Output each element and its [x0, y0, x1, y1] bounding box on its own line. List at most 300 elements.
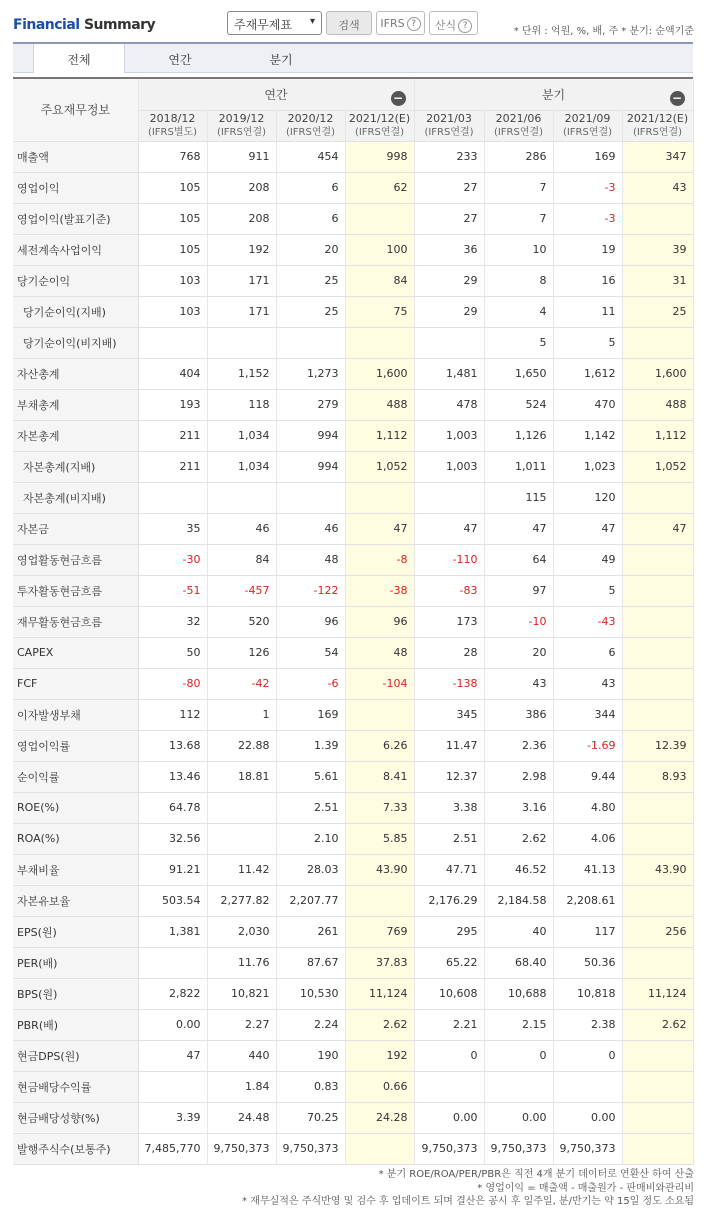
table-cell: 41.13: [553, 854, 622, 885]
table-cell: 96: [345, 606, 414, 637]
period-header: [207, 110, 276, 141]
table-cell: 6: [276, 203, 345, 234]
row-label: 당기순이익(비지배): [13, 327, 138, 358]
table-cell: 1,003: [414, 420, 484, 451]
table-cell: 43: [622, 172, 693, 203]
collapse-quarter-icon[interactable]: −: [670, 91, 685, 106]
table-cell: 2,208.61: [553, 885, 622, 916]
table-cell: 1,152: [207, 358, 276, 389]
formula-label: 산식: [434, 19, 457, 32]
tab-all[interactable]: 전체: [33, 44, 125, 73]
row-label: 영업이익(발표기준): [13, 203, 138, 234]
table-cell: 0: [484, 1040, 553, 1071]
table-cell: [622, 792, 693, 823]
footnotes: [242, 1168, 694, 1209]
table-cell: 386: [484, 699, 553, 730]
row-label: ROE(%): [13, 792, 138, 823]
table-cell: 120: [553, 482, 622, 513]
table-cell: 24.48: [207, 1102, 276, 1133]
table-cell: 488: [622, 389, 693, 420]
table-row: [13, 420, 693, 451]
table-cell: 10,818: [553, 978, 622, 1009]
table-cell: -30: [138, 544, 207, 575]
table-cell: 9.44: [553, 761, 622, 792]
table-cell: -104: [345, 668, 414, 699]
table-row: [13, 544, 693, 575]
table-cell: [345, 203, 414, 234]
table-cell: [207, 823, 276, 854]
row-label: 자본금: [13, 513, 138, 544]
table-cell: 46: [276, 513, 345, 544]
table-cell: 54: [276, 637, 345, 668]
row-label: 부채총계: [13, 389, 138, 420]
table-cell: [622, 1040, 693, 1071]
table-cell: 28.03: [276, 854, 345, 885]
quarter-group-header: [414, 79, 693, 110]
table-row: [13, 172, 693, 203]
table-cell: 47: [345, 513, 414, 544]
table-cell: 171: [207, 265, 276, 296]
table-cell: 11,124: [622, 978, 693, 1009]
row-label: 재무활동현금흐름: [13, 606, 138, 637]
table-cell: 192: [207, 234, 276, 265]
table-cell: 345: [414, 699, 484, 730]
period-label: 2021/12(E): [348, 112, 411, 125]
row-label: 영업이익: [13, 172, 138, 203]
table-cell: 2.62: [345, 1009, 414, 1040]
table-cell: 2.62: [484, 823, 553, 854]
table-cell: 7,485,770: [138, 1133, 207, 1164]
table-row: [13, 699, 693, 730]
period-header: [622, 110, 693, 141]
table-cell: [276, 482, 345, 513]
question-icon: ?: [407, 17, 421, 31]
ifrs-label: IFRS: [380, 17, 405, 30]
period-label: 2021/03: [426, 112, 472, 125]
table-cell: 97: [484, 575, 553, 606]
table-cell: [622, 544, 693, 575]
table-cell: 261: [276, 916, 345, 947]
table-row: [13, 1009, 693, 1040]
table-cell: 211: [138, 420, 207, 451]
table-cell: 29: [414, 296, 484, 327]
table-cell: 11: [553, 296, 622, 327]
table-cell: [414, 1071, 484, 1102]
table-cell: 8: [484, 265, 553, 296]
row-label: 영업활동현금흐름: [13, 544, 138, 575]
table-cell: 0: [414, 1040, 484, 1071]
table-cell: [345, 1133, 414, 1164]
table-cell: -42: [207, 668, 276, 699]
table-cell: 5: [484, 327, 553, 358]
table-cell: 10,608: [414, 978, 484, 1009]
table-cell: 173: [414, 606, 484, 637]
table-cell: 1,011: [484, 451, 553, 482]
chevron-down-icon: ▾: [309, 16, 315, 27]
table-cell: 7: [484, 172, 553, 203]
table-cell: 1,600: [622, 358, 693, 389]
period-label: 2021/12(E): [626, 112, 689, 125]
header-bar: [0, 0, 707, 42]
table-cell: 1,052: [345, 451, 414, 482]
row-label: 자본총계: [13, 420, 138, 451]
table-cell: 1,112: [622, 420, 693, 451]
table-row: [13, 389, 693, 420]
period-header: [138, 110, 207, 141]
table-cell: 3.38: [414, 792, 484, 823]
table-cell: 1,600: [345, 358, 414, 389]
row-label: 현금배당수익률: [13, 1071, 138, 1102]
collapse-annual-icon[interactable]: −: [391, 91, 406, 106]
unit-note: * 단위 : 억원, %, 배, 주 * 분기: 순액기준: [513, 26, 694, 37]
table-cell: 117: [553, 916, 622, 947]
table-cell: 2.21: [414, 1009, 484, 1040]
table-cell: 47: [484, 513, 553, 544]
table-cell: 769: [345, 916, 414, 947]
table-cell: 2,184.58: [484, 885, 553, 916]
table-cell: -110: [414, 544, 484, 575]
table-cell: 27: [414, 203, 484, 234]
row-label: 투자활동현금흐름: [13, 575, 138, 606]
table-cell: [484, 1071, 553, 1102]
table-cell: -8: [345, 544, 414, 575]
table-cell: 2.36: [484, 730, 553, 761]
table-cell: 39: [622, 234, 693, 265]
table-cell: 256: [622, 916, 693, 947]
corner-header: 주요재무정보: [13, 79, 138, 141]
row-label: 이자발생부채: [13, 699, 138, 730]
table-cell: 171: [207, 296, 276, 327]
table-cell: [622, 823, 693, 854]
table-cell: 96: [276, 606, 345, 637]
search-button[interactable]: 검색: [326, 11, 372, 35]
table-cell: 9,750,373: [484, 1133, 553, 1164]
table-cell: 46: [207, 513, 276, 544]
table-cell: 84: [345, 265, 414, 296]
table-cell: 9,750,373: [207, 1133, 276, 1164]
table-row: [13, 916, 693, 947]
table-cell: 68.40: [484, 947, 553, 978]
table-cell: 1,381: [138, 916, 207, 947]
table-cell: 279: [276, 389, 345, 420]
table-cell: 12.37: [414, 761, 484, 792]
table-cell: 1,273: [276, 358, 345, 389]
period-label: 2020/12: [287, 112, 334, 125]
table-cell: 488: [345, 389, 414, 420]
table-cell: [138, 1071, 207, 1102]
table-cell: 118: [207, 389, 276, 420]
row-label: 매출액: [13, 141, 138, 172]
table-cell: 1,142: [553, 420, 622, 451]
table-cell: 11.47: [414, 730, 484, 761]
table-cell: 5.85: [345, 823, 414, 854]
table-cell: 192: [345, 1040, 414, 1071]
period-tabs: [13, 42, 693, 73]
table-cell: 11,124: [345, 978, 414, 1009]
formula-help-button[interactable]: [429, 11, 478, 35]
table-cell: 1,052: [622, 451, 693, 482]
table-cell: [345, 885, 414, 916]
table-row: [13, 203, 693, 234]
table-cell: [622, 482, 693, 513]
table-cell: 65.22: [414, 947, 484, 978]
table-cell: -80: [138, 668, 207, 699]
period-label: 2019/12: [218, 112, 265, 125]
row-label: 발행주식수(보통주): [13, 1133, 138, 1164]
table-row: [13, 265, 693, 296]
table-cell: 2.38: [553, 1009, 622, 1040]
report-type-value: 주재무제표: [234, 18, 292, 32]
table-cell: 46.52: [484, 854, 553, 885]
table-cell: 115: [484, 482, 553, 513]
table-cell: 27: [414, 172, 484, 203]
ifrs-help-button[interactable]: [376, 11, 425, 35]
footnote: * 재무실적은 주식반영 및 검수 후 업데이트 되며 결산은 공시 후 일주일, 분/반기는 약 15일 정도 소요됨: [242, 1196, 694, 1207]
table-cell: [622, 668, 693, 699]
table-row: [13, 451, 693, 482]
table-cell: [622, 575, 693, 606]
table-cell: -51: [138, 575, 207, 606]
table-cell: 43: [553, 668, 622, 699]
table-cell: 8.41: [345, 761, 414, 792]
table-cell: 36: [414, 234, 484, 265]
table-cell: 64: [484, 544, 553, 575]
table-cell: 998: [345, 141, 414, 172]
row-label: 순이익률: [13, 761, 138, 792]
table-cell: 47: [553, 513, 622, 544]
table-cell: -457: [207, 575, 276, 606]
table-cell: [138, 327, 207, 358]
row-label: 자본유보율: [13, 885, 138, 916]
table-cell: 25: [622, 296, 693, 327]
table-cell: 48: [276, 544, 345, 575]
table-cell: 37.83: [345, 947, 414, 978]
period-label: 2021/06: [495, 112, 542, 125]
table-cell: [345, 699, 414, 730]
table-cell: 503.54: [138, 885, 207, 916]
table-cell: 2.10: [276, 823, 345, 854]
period-basis: (IFRS연결): [354, 127, 405, 138]
row-label: 현금배당성향(%): [13, 1102, 138, 1133]
table-cell: 1,481: [414, 358, 484, 389]
table-cell: 16: [553, 265, 622, 296]
table-cell: 911: [207, 141, 276, 172]
period-basis: (IFRS연결): [216, 127, 267, 138]
table-cell: 11.76: [207, 947, 276, 978]
table-row: [13, 730, 693, 761]
period-basis: (IFRS연결): [632, 127, 683, 138]
table-cell: 2.98: [484, 761, 553, 792]
period-header: [276, 110, 345, 141]
table-cell: 10,688: [484, 978, 553, 1009]
table-cell: 0.66: [345, 1071, 414, 1102]
table-cell: 1,650: [484, 358, 553, 389]
table-cell: 10,530: [276, 978, 345, 1009]
table-cell: 7.33: [345, 792, 414, 823]
table-cell: 43.90: [345, 854, 414, 885]
period-label: 2018/12: [149, 112, 196, 125]
table-cell: -43: [553, 606, 622, 637]
footnote: * 분기 ROE/ROA/PER/PBR은 직전 4개 분기 데이터로 연환산 하여 산출: [378, 1169, 694, 1180]
table-cell: 1,034: [207, 420, 276, 451]
table-cell: 1: [207, 699, 276, 730]
table-cell: -122: [276, 575, 345, 606]
quarter-group-label: 분기: [541, 87, 566, 102]
period-basis: (IFRS별도): [147, 127, 198, 138]
table-cell: 11.42: [207, 854, 276, 885]
table-cell: 4.06: [553, 823, 622, 854]
table-cell: 105: [138, 203, 207, 234]
table-cell: 1,023: [553, 451, 622, 482]
table-cell: 48: [345, 637, 414, 668]
table-cell: 47.71: [414, 854, 484, 885]
table-cell: 43.90: [622, 854, 693, 885]
table-cell: 12.39: [622, 730, 693, 761]
table-row: [13, 1133, 693, 1164]
table-cell: 0.00: [138, 1009, 207, 1040]
row-label: FCF: [13, 668, 138, 699]
table-cell: 478: [414, 389, 484, 420]
table-cell: [345, 327, 414, 358]
table-cell: 0: [553, 1040, 622, 1071]
table-cell: 2,030: [207, 916, 276, 947]
table-cell: 190: [276, 1040, 345, 1071]
table-cell: -38: [345, 575, 414, 606]
table-cell: 50: [138, 637, 207, 668]
table-cell: 43: [484, 668, 553, 699]
table-cell: 5.61: [276, 761, 345, 792]
table-cell: 1.39: [276, 730, 345, 761]
table-cell: 9,750,373: [553, 1133, 622, 1164]
table-cell: [622, 1102, 693, 1133]
table-row: [13, 854, 693, 885]
table-cell: 50.36: [553, 947, 622, 978]
page-title: [13, 17, 155, 33]
table-cell: 768: [138, 141, 207, 172]
table-row: [13, 327, 693, 358]
table-cell: 208: [207, 203, 276, 234]
table-cell: 25: [276, 265, 345, 296]
table-cell: 75: [345, 296, 414, 327]
table-cell: [207, 327, 276, 358]
table-cell: 31: [622, 265, 693, 296]
table-cell: 62: [345, 172, 414, 203]
table-cell: 5: [553, 327, 622, 358]
table-cell: 70.25: [276, 1102, 345, 1133]
table-cell: 2,822: [138, 978, 207, 1009]
row-label: 세전계속사업이익: [13, 234, 138, 265]
row-label: 자본총계(지배): [13, 451, 138, 482]
table-cell: -10: [484, 606, 553, 637]
table-cell: [622, 637, 693, 668]
table-cell: [276, 327, 345, 358]
financial-summary-table: [13, 77, 693, 1165]
row-label: 자본총계(비지배): [13, 482, 138, 513]
table-row: [13, 513, 693, 544]
table-cell: 2,207.77: [276, 885, 345, 916]
table-cell: [622, 203, 693, 234]
table-cell: 7: [484, 203, 553, 234]
table-cell: 6.26: [345, 730, 414, 761]
table-cell: 211: [138, 451, 207, 482]
table-cell: 112: [138, 699, 207, 730]
footnote: * 영업이익 = 매출액 - 매출원가 - 판매비와관리비: [477, 1182, 694, 1194]
table-cell: [622, 947, 693, 978]
table-cell: 0.00: [553, 1102, 622, 1133]
period-header: [414, 110, 484, 141]
table-row: [13, 234, 693, 265]
table-cell: -138: [414, 668, 484, 699]
table-cell: 233: [414, 141, 484, 172]
table-cell: 24.28: [345, 1102, 414, 1133]
table-cell: 295: [414, 916, 484, 947]
table-cell: [622, 885, 693, 916]
table-cell: 286: [484, 141, 553, 172]
table-cell: 105: [138, 234, 207, 265]
table-cell: 2.51: [276, 792, 345, 823]
period-header: [553, 110, 622, 141]
table-cell: 9,750,373: [276, 1133, 345, 1164]
table-row: [13, 823, 693, 854]
table-cell: 4: [484, 296, 553, 327]
table-cell: [414, 327, 484, 358]
question-icon: ?: [458, 19, 472, 33]
table-cell: [414, 482, 484, 513]
table-cell: 3.16: [484, 792, 553, 823]
table-cell: 20: [276, 234, 345, 265]
table-cell: 28: [414, 637, 484, 668]
row-label: PER(배): [13, 947, 138, 978]
table-cell: 2.62: [622, 1009, 693, 1040]
table-cell: 2.27: [207, 1009, 276, 1040]
table-row: [13, 947, 693, 978]
tab-quarter[interactable]: 분기: [269, 53, 293, 67]
row-label: CAPEX: [13, 637, 138, 668]
table-cell: 2.24: [276, 1009, 345, 1040]
table-cell: -6: [276, 668, 345, 699]
report-type-select[interactable]: [227, 11, 322, 35]
table-cell: 1,003: [414, 451, 484, 482]
table-cell: 440: [207, 1040, 276, 1071]
table-cell: 454: [276, 141, 345, 172]
table-cell: 2,277.82: [207, 885, 276, 916]
table-cell: 35: [138, 513, 207, 544]
table-cell: -3: [553, 203, 622, 234]
table-cell: 9,750,373: [414, 1133, 484, 1164]
tab-annual[interactable]: 연간: [168, 53, 192, 67]
period-basis: (IFRS연결): [562, 127, 613, 138]
table-cell: -1.69: [553, 730, 622, 761]
table-cell: 13.68: [138, 730, 207, 761]
row-label: 부채비율: [13, 854, 138, 885]
title-financial: Financial: [13, 17, 80, 33]
annual-group-header: [138, 79, 414, 110]
table-row: [13, 637, 693, 668]
table-cell: [345, 482, 414, 513]
table-cell: 47: [414, 513, 484, 544]
table-cell: 19: [553, 234, 622, 265]
row-label: 당기순이익(지배): [13, 296, 138, 327]
table-row: [13, 1071, 693, 1102]
table-cell: 40: [484, 916, 553, 947]
table-row: [13, 1040, 693, 1071]
table-cell: 8.93: [622, 761, 693, 792]
table-cell: 404: [138, 358, 207, 389]
table-cell: [622, 1071, 693, 1102]
table-cell: 47: [622, 513, 693, 544]
table-cell: 29: [414, 265, 484, 296]
table-cell: 22.88: [207, 730, 276, 761]
